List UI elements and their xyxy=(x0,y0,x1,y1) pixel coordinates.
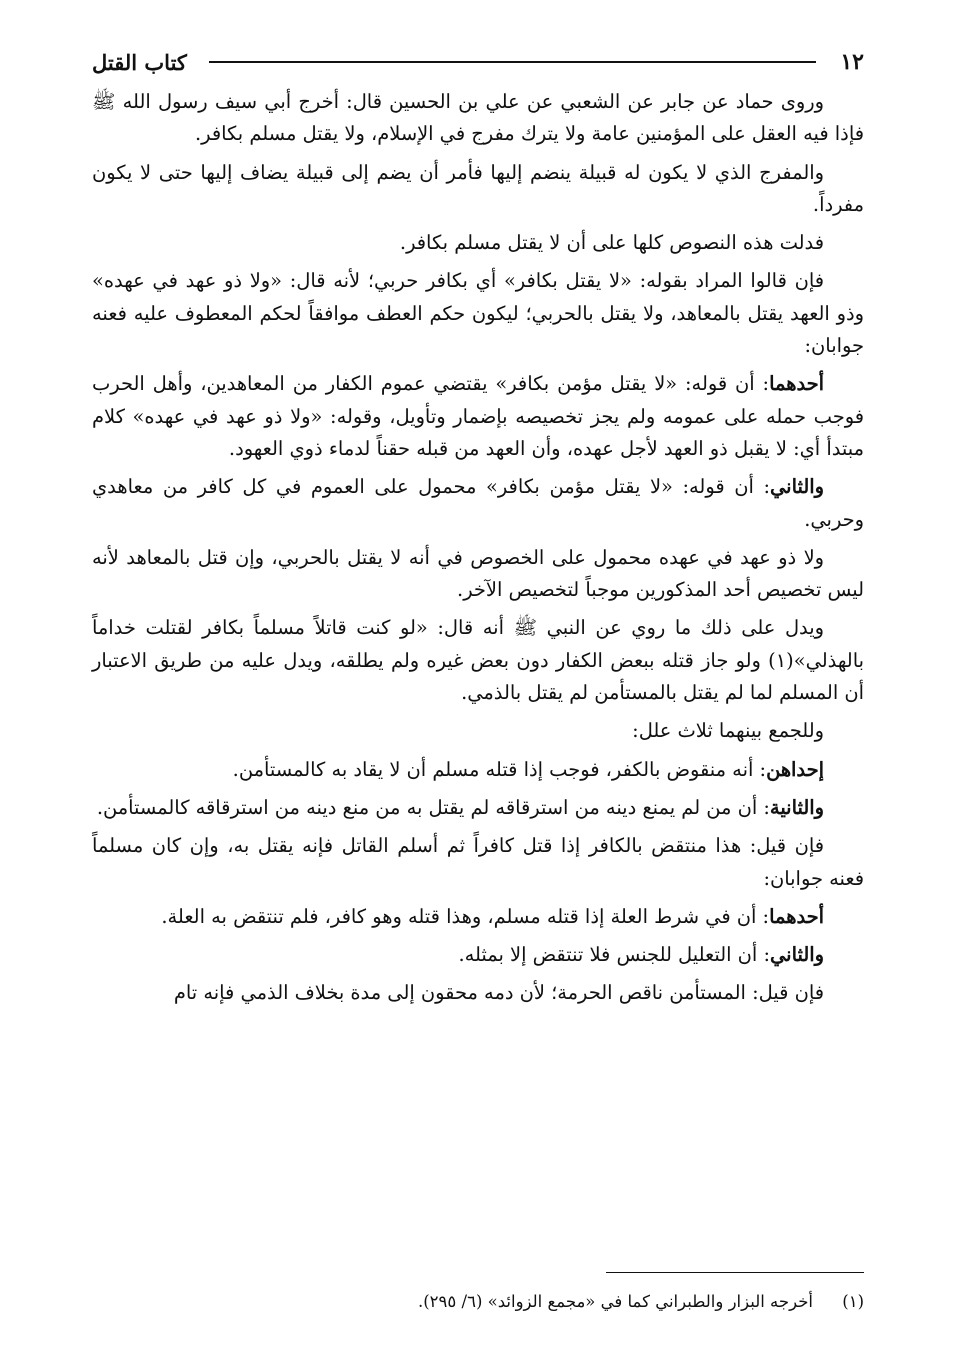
paragraph xyxy=(92,368,864,465)
body-text xyxy=(92,86,864,1016)
paragraph-text: وروى حماد عن جابر عن الشعبي عن علي بن الحسين قال: أخرج أبي سيف رسول الله ﷺ فإذا فيه العقل على المؤمنين عامة ولا يترك مفرج في الإسلام، ولا يقتل مسلم بكافر. xyxy=(92,90,864,146)
footnote-rule xyxy=(606,1272,864,1273)
header-rule xyxy=(209,61,816,63)
page-number: ١٢ xyxy=(840,49,864,75)
paragraph-text: : أنه منقوض بالكفر، فوجب إذا قتله مسلم أن لا يقاد به كالمستأمن. xyxy=(232,757,767,781)
paragraph-lead: والثاني xyxy=(770,475,824,499)
paragraph xyxy=(92,901,864,933)
paragraph xyxy=(92,157,864,222)
paragraph xyxy=(92,542,864,607)
paragraph-lead: إحداهن xyxy=(766,757,824,781)
paragraph-text: فإن قيل: المستأمن ناقص الحرمة؛ لأن دمه محقون إلى مدة بخلاف الذمي فإنه تام xyxy=(173,981,824,1005)
paragraph-lead: أحدهما xyxy=(769,372,824,396)
paragraph xyxy=(92,830,864,895)
paragraph xyxy=(92,792,864,824)
paragraph-text: : أن قوله: «لا يقتل مؤمن بكافر» محمول على العموم في كل كافر من معاهدي وحربي. xyxy=(92,475,864,531)
paragraph-lead: والثانية xyxy=(769,795,824,819)
paragraph xyxy=(92,227,864,259)
paragraph-lead: والثاني xyxy=(770,943,824,967)
paragraph-text: : أن من لم يمنع دينه من استرقاقه لم يقتل به من منع دينه من استرقاقه كالمستأمن. xyxy=(96,795,770,819)
paragraph xyxy=(92,939,864,971)
paragraph-text: وللجمع بينهما ثلاث علل: xyxy=(632,719,824,743)
paragraph xyxy=(92,86,864,151)
paragraph-text: فدلت هذه النصوص كلها على أن لا يقتل مسلم بكافر. xyxy=(399,231,824,255)
paragraph-text: فإن قالوا المراد بقوله: «لا يقتل بكافر» أي بكافر حربي؛ لأنه قال: «ولا ذو عهد في عهده» وذو العهد يقتل بالمعاهد، ولا يقتل بالحربي؛ ليكون حكم العطف موافقاً لحكم المعطوف عليه فعنه جوابان: xyxy=(92,269,864,358)
paragraph xyxy=(92,977,864,1009)
paragraph xyxy=(92,471,864,536)
paragraph xyxy=(92,612,864,709)
footnote-text: أخرجه البزار والطبراني كما في «مجمع الزوائد» (٦/ ٢٩٥). xyxy=(417,1292,813,1311)
paragraph-text: : أن التعليل للجنس فلا تنتقض إلا بمثله. xyxy=(458,943,771,967)
paragraph-text: : أن في شرط العلة إذا قتله مسلم، وهذا قتله وهو كافر، فلم تنتقض به العلة. xyxy=(161,904,770,928)
paragraph-text: ويدل على ذلك ما روي عن النبي ﷺ أنه قال: «لو كنت قاتلاً مسلماً بكافر لقتلت خداماً بالهذلي»(١) ولو جاز قتله ببعض الكفار دون بعض غيره ولم يطلقه، ويدل عليه من طريق الاعتبار أن المسلم لما لم يقتل بالمستأمن لم يقتل بالذمي. xyxy=(92,616,864,705)
footnote xyxy=(92,1290,864,1314)
page-header xyxy=(92,44,864,80)
paragraph-text: والمفرج الذي لا يكون له قبيلة ينضم إليها فأمر أن يضم إلى قبيلة يضاف إليها حتى لا يكون مفرداً. xyxy=(92,160,864,216)
paragraph-text: : أن قوله: «لا يقتل مؤمن بكافر» يقتضي عموم الكفار من المعاهدين، وأهل الحرب فوجب حمله على عمومه ولم يجز تخصيصه بإضمار وتأويل، وقوله: «ولا ذو عهد في عهده» كلام مبتدأ أي: لا يقبل ذو العهد لأجل عهده، وأن العهد من قبله حقناً لدماء ذوي العهود. xyxy=(92,372,864,460)
paragraph-text: فإن قيل: هذا منتقض بالكافر إذا قتل كافراً ثم أسلم القاتل فإنه يقتل به، وإن كان مسلماً فعنه جوابان: xyxy=(92,834,864,890)
paragraph-lead: أحدهما xyxy=(769,904,824,928)
paragraph xyxy=(92,754,864,786)
paragraph xyxy=(92,265,864,362)
paragraph xyxy=(92,715,864,747)
paragraph-text: ولا ذو عهد في عهده محمول على الخصوص في أنه لا يقتل بالحربي، وإن قتل بالمعاهد لأنه ليس تخصيص أحد المذكورين موجباً لتخصيص الآخر. xyxy=(92,545,864,602)
book-title: كتاب القتل xyxy=(92,49,187,75)
footnote-number: (١) xyxy=(842,1292,864,1311)
